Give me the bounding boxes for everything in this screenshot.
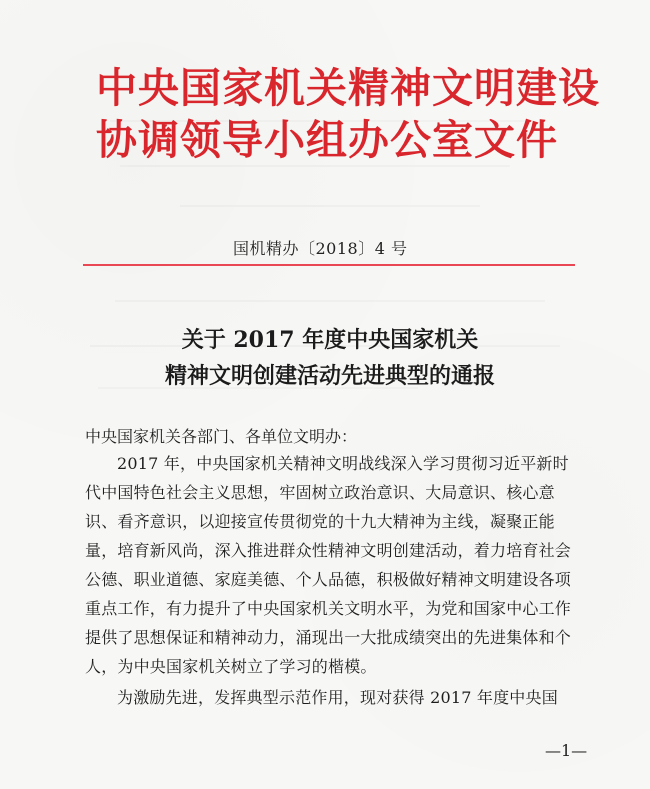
document-subject [140,322,520,394]
page-number: —1— [545,741,588,760]
subject-line2: 精神文明创建活动先进典型的通报 [164,363,495,389]
header-title-line1: 中央国家机关精神文明建设 [96,64,600,112]
document-number: 国机精办〔2018〕4 号 [233,239,408,258]
header-title-line2: 协调领导小组办公室文件 [96,116,558,164]
subject-line1: 关于 2017 年度中央国家机关 [181,327,479,353]
salutation: 中央国家机关各部门、各单位文明办： [85,427,358,446]
body-paragraph-2: 为激励先进，发挥典型示范作用，现对获得 2017 年度中央国 [117,688,558,707]
body-paragraph-1: 2017 年，中央国家机关精神文明战线深入学习贯彻习近平新时代中国特色社会主义思想，牢固树立政治意识、大局意识、核心意识、看齐意识，以迎接宣传贯彻党的十九大精神为主线，凝聚正能量，培育新风尚，深入推进群众性精神文明创建活动，着力培育社会公德、职业道德、家庭美德、个人品德，积极做好精神文明建设各项重点工作，有力提升了中央国家机关文明水平，为党和国家中心工作提供了思想保证和精神动力，涌现出一大批成绩突出的先进集体和个人，为中央国家机关树立了学习的楷模。 [85,454,572,676]
header-red-rule [83,264,575,266]
document-header-title [96,64,600,165]
